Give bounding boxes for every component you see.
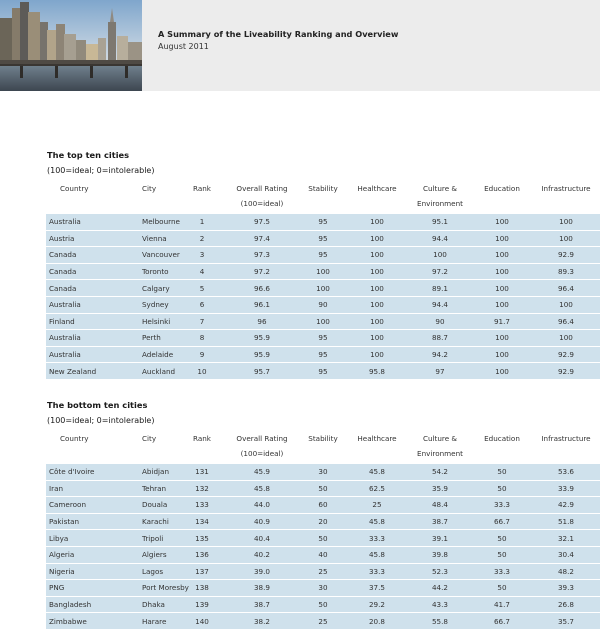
city-skyline-photo [0,0,142,91]
cell-culture-environment: 90 [408,314,472,330]
cell-stability: 95 [300,347,346,363]
cell-city: Melbourne [106,214,180,230]
cell-healthcare: 45.8 [346,547,408,563]
cell-infrastructure: 92.9 [532,247,600,263]
cell-culture-environment: 89.1 [408,280,472,296]
cell-healthcare: 100 [346,347,408,363]
table-row [46,497,600,513]
table-row [46,363,600,379]
cell-culture-environment: 94.4 [408,231,472,247]
cell-education: 100 [472,330,532,346]
cell-country: Bangladesh [46,597,106,613]
cell-overall-rating: 40.4 [224,530,300,546]
col-rank: Rank [180,181,224,213]
table-row [46,231,600,247]
cell-healthcare: 100 [346,247,408,263]
cell-education: 100 [472,214,532,230]
cell-culture-environment: 100 [408,247,472,263]
cell-rank: 138 [180,580,224,596]
cell-education: 50 [472,580,532,596]
cell-city: Douala [106,497,180,513]
cell-country: Austria [46,231,106,247]
cell-rank: 2 [180,231,224,247]
cell-country: New Zealand [46,363,106,379]
cell-culture-environment: 88.7 [408,330,472,346]
cell-healthcare: 25 [346,497,408,513]
cell-city: Toronto [106,264,180,280]
cell-rank: 3 [180,247,224,263]
cell-culture-environment: 55.8 [408,613,472,629]
cell-city: Calgary [106,280,180,296]
cell-education: 100 [472,264,532,280]
cell-country: Libya [46,530,106,546]
cell-healthcare: 33.3 [346,530,408,546]
skyline-image [0,0,142,91]
cell-healthcare: 45.8 [346,514,408,530]
cell-rank: 9 [180,347,224,363]
cell-culture-environment: 48.4 [408,497,472,513]
cell-infrastructure: 92.9 [532,363,600,379]
bottom-section-title: The bottom ten cities [47,400,148,410]
col-stability: Stability [300,431,346,463]
cell-education: 100 [472,280,532,296]
cell-country: Australia [46,347,106,363]
cell-rank: 136 [180,547,224,563]
cell-country: Australia [46,297,106,313]
cell-culture-environment: 54.2 [408,464,472,480]
cell-stability: 95 [300,247,346,263]
cell-city: Port Moresby [106,580,180,596]
table-row [46,464,600,480]
table-row [46,347,600,363]
cell-education: 100 [472,363,532,379]
cell-infrastructure: 26.8 [532,597,600,613]
cell-rank: 131 [180,464,224,480]
cell-culture-environment: 35.9 [408,481,472,497]
table-row [46,481,600,497]
cell-healthcare: 100 [346,330,408,346]
cell-infrastructure: 100 [532,214,600,230]
cell-education: 50 [472,464,532,480]
cell-culture-environment: 95.1 [408,214,472,230]
bottom-section-subtitle: (100=ideal; 0=intolerable) [47,416,155,425]
report-header [0,0,600,91]
cell-infrastructure: 53.6 [532,464,600,480]
cell-city: Algiers [106,547,180,563]
top-section-title: The top ten cities [47,150,130,160]
table-row [46,297,600,313]
cell-country: Nigeria [46,564,106,580]
cell-education: 66.7 [472,613,532,629]
cell-city: Harare [106,613,180,629]
cell-country: Pakistan [46,514,106,530]
cell-overall-rating: 97.5 [224,214,300,230]
cell-education: 100 [472,231,532,247]
col-culture-environment: Culture & Environment [408,431,472,463]
cell-city: Lagos [106,564,180,580]
bottom-cities-body [46,464,600,629]
col-education: Education [472,431,532,463]
cell-culture-environment: 52.3 [408,564,472,580]
col-overall-rating: Overall Rating (100=ideal) [224,181,300,213]
cell-city: Vienna [106,231,180,247]
cell-overall-rating: 96 [224,314,300,330]
top-cities-table [46,180,600,380]
cell-country: Côte d'Ivoire [46,464,106,480]
cell-education: 100 [472,247,532,263]
cell-stability: 50 [300,481,346,497]
cell-healthcare: 33.3 [346,564,408,580]
cell-rank: 4 [180,264,224,280]
cell-stability: 25 [300,613,346,629]
cell-culture-environment: 97.2 [408,264,472,280]
cell-rank: 6 [180,297,224,313]
cell-rank: 140 [180,613,224,629]
table-row [46,547,600,563]
cell-education: 41.7 [472,597,532,613]
cell-country: Canada [46,280,106,296]
cell-infrastructure: 89.3 [532,264,600,280]
col-infrastructure: Infrastructure [532,431,600,463]
cell-education: 100 [472,347,532,363]
cell-rank: 137 [180,564,224,580]
table-row [46,280,600,296]
cell-education: 91.7 [472,314,532,330]
cell-stability: 95 [300,214,346,230]
col-country: Country [46,181,106,213]
cell-education: 50 [472,481,532,497]
cell-stability: 100 [300,314,346,330]
table-row [46,264,600,280]
cell-stability: 60 [300,497,346,513]
cell-healthcare: 95.8 [346,363,408,379]
cell-city: Tehran [106,481,180,497]
cell-healthcare: 62.5 [346,481,408,497]
cell-infrastructure: 39.3 [532,580,600,596]
cell-overall-rating: 95.9 [224,330,300,346]
col-culture-environment: Culture & Environment [408,181,472,213]
cell-overall-rating: 45.8 [224,481,300,497]
bottom-cities-table [46,430,600,630]
cell-country: PNG [46,580,106,596]
cell-culture-environment: 43.3 [408,597,472,613]
cell-overall-rating: 38.7 [224,597,300,613]
report-title: A Summary of the Liveability Ranking and Overview [158,29,399,39]
cell-culture-environment: 94.4 [408,297,472,313]
cell-overall-rating: 38.2 [224,613,300,629]
cell-stability: 95 [300,330,346,346]
cell-culture-environment: 97 [408,363,472,379]
col-city: City [106,431,180,463]
cell-stability: 95 [300,231,346,247]
cell-rank: 1 [180,214,224,230]
table-row [46,314,600,330]
col-healthcare: Healthcare [346,181,408,213]
cell-country: Canada [46,264,106,280]
cell-rank: 135 [180,530,224,546]
table-header [46,431,600,463]
cell-stability: 90 [300,297,346,313]
cell-rank: 133 [180,497,224,513]
cell-healthcare: 100 [346,314,408,330]
col-education: Education [472,181,532,213]
table-row [46,247,600,263]
cell-country: Canada [46,247,106,263]
cell-stability: 50 [300,597,346,613]
cell-culture-environment: 39.8 [408,547,472,563]
table-row [46,613,600,629]
cell-city: Helsinki [106,314,180,330]
table-row [46,530,600,546]
cell-education: 33.3 [472,564,532,580]
cell-rank: 132 [180,481,224,497]
cell-stability: 100 [300,264,346,280]
cell-healthcare: 100 [346,214,408,230]
cell-country: Australia [46,330,106,346]
cell-rank: 8 [180,330,224,346]
table-row [46,580,600,596]
cell-overall-rating: 97.3 [224,247,300,263]
cell-culture-environment: 94.2 [408,347,472,363]
cell-infrastructure: 96.4 [532,280,600,296]
cell-city: Auckland [106,363,180,379]
cell-overall-rating: 45.9 [224,464,300,480]
cell-overall-rating: 96.1 [224,297,300,313]
cell-city: Sydney [106,297,180,313]
cell-infrastructure: 35.7 [532,613,600,629]
cell-city: Vancouver [106,247,180,263]
cell-culture-environment: 44.2 [408,580,472,596]
cell-culture-environment: 38.7 [408,514,472,530]
cell-country: Iran [46,481,106,497]
cell-infrastructure: 33.9 [532,481,600,497]
cell-healthcare: 20.8 [346,613,408,629]
cell-healthcare: 100 [346,297,408,313]
table-header [46,181,600,213]
table-row [46,597,600,613]
cell-stability: 100 [300,280,346,296]
col-country: Country [46,431,106,463]
cell-infrastructure: 42.9 [532,497,600,513]
col-stability: Stability [300,181,346,213]
cell-overall-rating: 95.7 [224,363,300,379]
cell-city: Dhaka [106,597,180,613]
table-row [46,514,600,530]
cell-overall-rating: 38.9 [224,580,300,596]
cell-city: Perth [106,330,180,346]
cell-city: Abidjan [106,464,180,480]
cell-overall-rating: 40.9 [224,514,300,530]
cell-rank: 139 [180,597,224,613]
table-row [46,330,600,346]
col-rank: Rank [180,431,224,463]
cell-infrastructure: 100 [532,231,600,247]
cell-healthcare: 45.8 [346,464,408,480]
cell-overall-rating: 97.4 [224,231,300,247]
cell-infrastructure: 30.4 [532,547,600,563]
cell-overall-rating: 40.2 [224,547,300,563]
cell-stability: 20 [300,514,346,530]
cell-stability: 25 [300,564,346,580]
cell-country: Zimbabwe [46,613,106,629]
cell-infrastructure: 92.9 [532,347,600,363]
cell-country: Cameroon [46,497,106,513]
cell-rank: 10 [180,363,224,379]
cell-overall-rating: 39.0 [224,564,300,580]
cell-country: Australia [46,214,106,230]
cell-infrastructure: 32.1 [532,530,600,546]
cell-infrastructure: 48.2 [532,564,600,580]
cell-stability: 40 [300,547,346,563]
col-city: City [106,181,180,213]
table-row [46,214,600,230]
table-row [46,564,600,580]
cell-overall-rating: 44.0 [224,497,300,513]
cell-education: 50 [472,530,532,546]
col-overall-rating: Overall Rating (100=ideal) [224,431,300,463]
cell-rank: 5 [180,280,224,296]
cell-healthcare: 100 [346,280,408,296]
cell-healthcare: 100 [346,231,408,247]
cell-city: Karachi [106,514,180,530]
cell-healthcare: 100 [346,264,408,280]
cell-overall-rating: 96.6 [224,280,300,296]
cell-city: Tripoli [106,530,180,546]
top-section-subtitle: (100=ideal; 0=intolerable) [47,166,155,175]
cell-infrastructure: 96.4 [532,314,600,330]
cell-education: 33.3 [472,497,532,513]
cell-culture-environment: 39.1 [408,530,472,546]
cell-city: Adelaide [106,347,180,363]
cell-rank: 134 [180,514,224,530]
cell-stability: 30 [300,464,346,480]
cell-stability: 50 [300,530,346,546]
cell-stability: 95 [300,363,346,379]
cell-education: 50 [472,547,532,563]
cell-stability: 30 [300,580,346,596]
col-infrastructure: Infrastructure [532,181,600,213]
cell-healthcare: 29.2 [346,597,408,613]
report-date: August 2011 [158,42,209,51]
top-cities-body [46,214,600,379]
cell-education: 66.7 [472,514,532,530]
cell-country: Finland [46,314,106,330]
cell-infrastructure: 51.8 [532,514,600,530]
cell-overall-rating: 97.2 [224,264,300,280]
cell-infrastructure: 100 [532,297,600,313]
cell-education: 100 [472,297,532,313]
cell-infrastructure: 100 [532,330,600,346]
cell-overall-rating: 95.9 [224,347,300,363]
col-healthcare: Healthcare [346,431,408,463]
cell-country: Algeria [46,547,106,563]
cell-rank: 7 [180,314,224,330]
cell-healthcare: 37.5 [346,580,408,596]
